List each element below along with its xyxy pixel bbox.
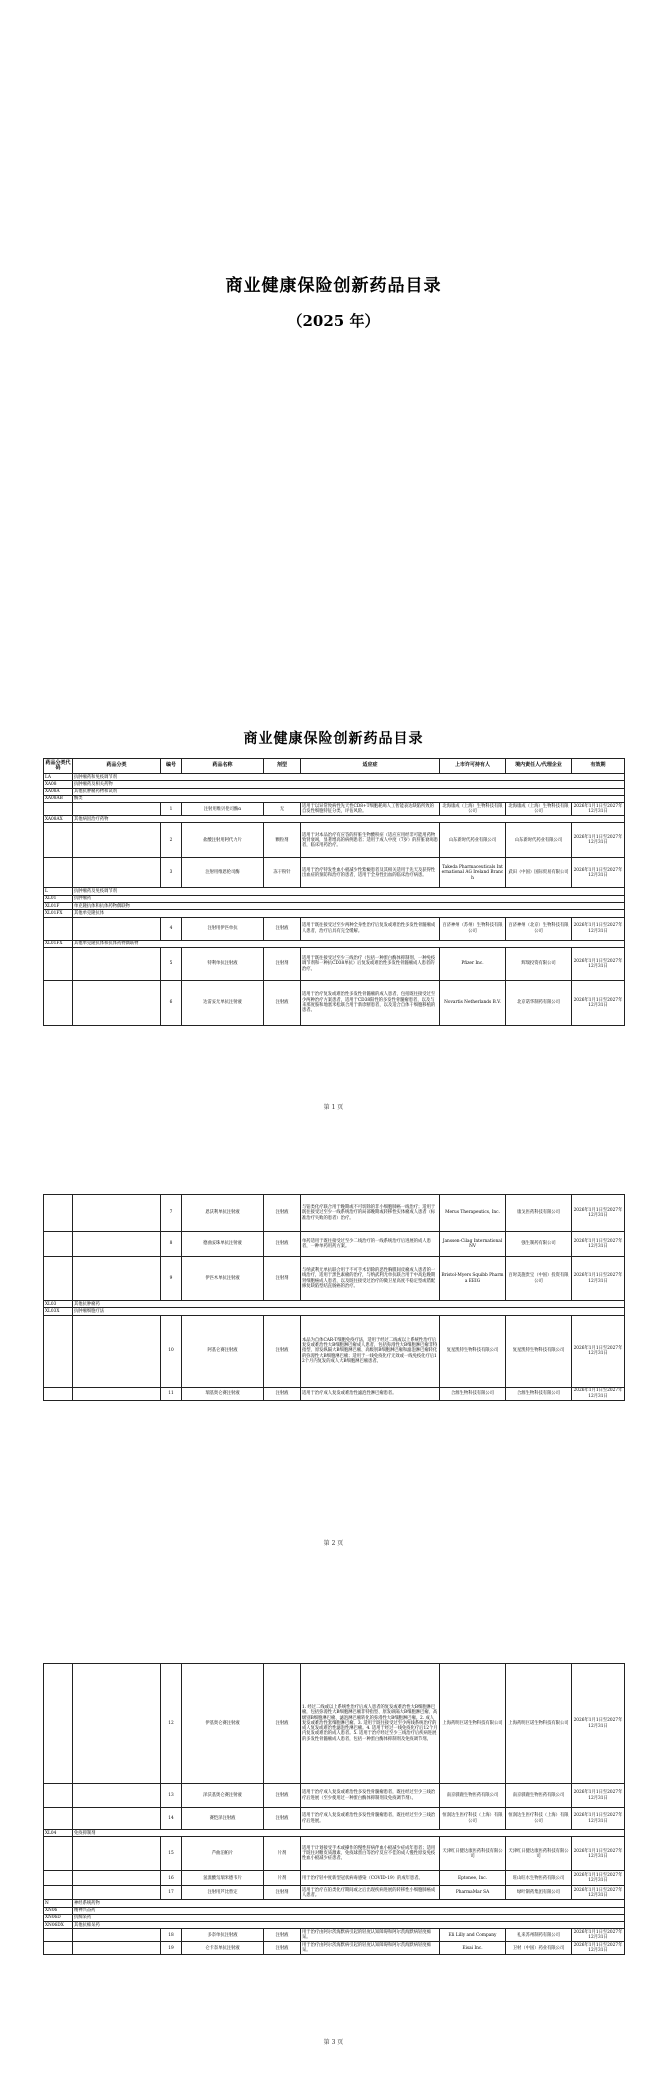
- category-label: 其他抗痴呆药: [73, 1922, 625, 1929]
- table-row: [44, 947, 625, 980]
- dosage-form: 注射液: [264, 1232, 301, 1257]
- table-row: [44, 1837, 625, 1871]
- drug-number: 10: [161, 1315, 182, 1387]
- category-row: [44, 788, 625, 795]
- category-label: 单克隆抗体和抗体药物偶联物: [73, 903, 625, 910]
- page-title: 商业健康保险创新药品目录: [243, 731, 424, 747]
- marketing-holder: Janssen-Cilag International NV: [440, 1232, 506, 1257]
- marketing-holder: Eisai Inc.: [440, 1942, 506, 1955]
- dosage-form: 注射液: [264, 1784, 301, 1808]
- drug-number: 19: [161, 1942, 182, 1955]
- category-row: [44, 1830, 625, 1837]
- category-label: 其他抗肿瘤药: [73, 1301, 625, 1308]
- table-row: [44, 1942, 625, 1955]
- page-footer: 第 2 页: [323, 1540, 344, 1547]
- header-category: 药品分类: [73, 759, 161, 774]
- indication: 与铂类化疗联合用于晚期或不可切除的非小细胞肺癌一线治疗；适用于既往接受过至少一线系统治疗的局部晚期或转移性实体瘤成人患者（标准治疗失败的患者）治疗。: [301, 1195, 440, 1232]
- drug-name: 阿基仑赛注射液: [182, 1315, 264, 1387]
- category-row: [44, 795, 625, 802]
- row-category: [73, 1784, 161, 1808]
- dosage-form: 注射液: [264, 1929, 301, 1942]
- page-footer: 第 1 页: [323, 1104, 344, 1111]
- category-row: [44, 1301, 625, 1308]
- table-row: [44, 1315, 625, 1387]
- row-category: [73, 917, 161, 940]
- dosage-form: 颗粒剂: [264, 823, 301, 858]
- table-row: [44, 980, 625, 1025]
- category-label: 精神兴奋药: [73, 1907, 625, 1914]
- row-code: [44, 947, 73, 980]
- drug-number: 13: [161, 1784, 182, 1808]
- drug-table-page-2: [43, 1194, 625, 1401]
- domestic-agent: 旺山旺水生物医药有限公司: [506, 1871, 572, 1886]
- category-row: [44, 774, 625, 781]
- indication: 适用于既往接受过至少两种全身性治疗后复发或难治性多发性骨髓瘤成人患者，治疗后具有完全缓解。: [301, 917, 440, 940]
- row-category: [73, 1387, 161, 1400]
- marketing-holder: 复星凯特生物科技有限公司: [440, 1315, 506, 1387]
- indication: 用于治疗轻中度新型冠状病毒感染（COVID-19）的成年患者。: [301, 1871, 440, 1886]
- row-category: [73, 1886, 161, 1900]
- category-code: XN06DX: [44, 1922, 73, 1929]
- drug-name: 达雷妥尤单抗注射液: [182, 980, 264, 1025]
- category-code: XL01F: [44, 903, 73, 910]
- row-category: [73, 1232, 161, 1257]
- drug-name: 恩沃利单抗注射液: [182, 1195, 264, 1232]
- domestic-agent: 武田（中国）国际贸易有限公司: [506, 858, 572, 888]
- table-row: [44, 1232, 625, 1257]
- validity-period: 2026年1月1日至2027年12月31日: [572, 1784, 625, 1808]
- indication: 适用于治疗成人复发或难治性滤泡性淋巴瘤患者。: [301, 1387, 440, 1400]
- drug-number: 12: [161, 1664, 182, 1784]
- indication: 用于治疗由阿尔茨海默病引起的轻度认知障碍和阿尔茨海默病轻度痴呆。: [301, 1929, 440, 1942]
- indication: 用于治疗由阿尔茨海默病引起的轻度认知障碍和阿尔茨海默病轻度痴呆。: [301, 1942, 440, 1955]
- indication: 适用于既往接受过至少三线治疗（包括一种蛋白酶体抑制剂、一种免疫调节剂和一种抗CD38单抗）后复发或难治性多发性骨髓瘤成人患者的治疗。: [301, 947, 440, 980]
- indication: 本品为自体CAR-T细胞免疫疗法，适用于经过二线或以上系统性治疗后复发或难治性大B细胞淋巴瘤成人患者，包括弥漫性大B细胞淋巴瘤非特指型、原发纵隔大B细胞淋巴瘤、高级别B细胞淋巴瘤和滤泡淋巴瘤转化的弥漫性大B细胞淋巴瘤；适用于一线免疫化疗无效或一线免疫化疗后12个月内复发的成人大B细胞淋巴瘤患者。: [301, 1315, 440, 1387]
- table-row: [44, 1387, 625, 1400]
- drug-number: 18: [161, 1929, 182, 1942]
- drug-number: 16: [161, 1871, 182, 1886]
- row-code: [44, 803, 73, 816]
- validity-period: 2026年1月1日至2027年12月31日: [572, 1929, 625, 1942]
- drug-number: 5: [161, 947, 182, 980]
- validity-period: 2026年1月1日至2027年12月31日: [572, 917, 625, 940]
- drug-name: 多奈单抗注射液: [182, 1929, 264, 1942]
- indication: 适用于治疗特发性血小板减少性紫癜患者及其相关适用于先天及获得性出血症的预防和治疗的患者，适用于全身性出血的临床治疗病患。: [301, 858, 440, 888]
- row-code: [44, 1387, 73, 1400]
- validity-period: 2026年1月1日至2027年12月31日: [572, 1387, 625, 1400]
- category-code: XL01FX: [44, 910, 73, 917]
- category-code: XL03X: [44, 1308, 73, 1315]
- row-code: [44, 1195, 73, 1232]
- row-category: [73, 1195, 161, 1232]
- drug-name: 注射用维恩伦司酶: [182, 858, 264, 888]
- category-row: [44, 1922, 625, 1929]
- category-row: [44, 1907, 625, 1914]
- row-code: [44, 1929, 73, 1942]
- domestic-agent: 强生制药有限公司: [506, 1232, 572, 1257]
- table-row: [44, 1257, 625, 1301]
- category-label: 抗肿瘤药及相关药物: [73, 781, 625, 788]
- row-code: [44, 1257, 73, 1301]
- marketing-holder: 上海药明巨诺生物科技有限公司: [440, 1664, 506, 1784]
- table-row: [44, 858, 625, 888]
- category-row: [44, 816, 625, 823]
- drug-name: 仑卡奈单抗注射液: [182, 1942, 264, 1955]
- drug-number: 2: [161, 823, 182, 858]
- table-row: [44, 1929, 625, 1942]
- validity-period: 2026年1月1日至2027年12月31日: [572, 1808, 625, 1830]
- category-code: XL04: [44, 1830, 73, 1837]
- validity-period: 2026年1月1日至2027年12月31日: [572, 803, 625, 816]
- indication: 适用于治疗成人复发或难治性多发性骨髓瘤患者，既往经过至少三线治疗后进展（至少使用过一种蛋白酶体抑制剂及免疫调节剂）。: [301, 1784, 440, 1808]
- validity-period: 2026年1月1日至2027年12月31日: [572, 1195, 625, 1232]
- table-row: [44, 803, 625, 816]
- indication: 适用于治疗复发或难治性多发性骨髓瘤的成人患者，包括既往接受过至少两种治疗方案患者，适用于CD38阳性的多发性骨髓瘤患者，以及与来那度胺和地塞米松联合用于新诊断患者，以及适合自体干细胞移植的患者。: [301, 980, 440, 1025]
- row-category: [73, 1871, 161, 1886]
- category-row: [44, 1900, 625, 1907]
- drug-number: 14: [161, 1808, 182, 1830]
- row-code: [44, 1942, 73, 1955]
- category-code: XN06D: [44, 1914, 73, 1921]
- indication: 适用于治疗成人复发或难治性多发性骨髓瘤患者，既往经过至少三线治疗后进展。: [301, 1808, 440, 1830]
- dosage-form: 片剂: [264, 1837, 301, 1871]
- domestic-agent: 百济神州（北京）生物科技有限公司: [506, 917, 572, 940]
- domestic-agent: 山东新时代药业有限公司: [506, 823, 572, 858]
- marketing-holder: Eli Lilly and Company: [440, 1929, 506, 1942]
- marketing-holder: 北海康成（上海）生物科技有限公司: [440, 803, 506, 816]
- drug-name: 赛恺泽注射液: [182, 1808, 264, 1830]
- drug-number: 8: [161, 1232, 182, 1257]
- marketing-holder: 百济神州（苏州）生物科技有限公司: [440, 917, 506, 940]
- drug-name: 伊匹木单抗注射液: [182, 1257, 264, 1301]
- drug-number: 6: [161, 980, 182, 1025]
- category-code: XL03: [44, 1301, 73, 1308]
- drug-name: 特利单抗注射液: [182, 947, 264, 980]
- validity-period: 2026年1月1日至2027年12月31日: [572, 1232, 625, 1257]
- marketing-holder: Bristol-Myers Squibb Pharma EEIG: [440, 1257, 506, 1301]
- validity-period: 2026年1月1日至2027年12月31日: [572, 1315, 625, 1387]
- indication: 1. 经过二线或以上系统性治疗后成人患者的复发或难治性大B细胞淋巴瘤，包括弥漫性大B细胞淋巴瘤非特指型、原发纵隔大B细胞淋巴瘤、高级别B细胞淋巴瘤、滤泡淋巴瘤转化的弥漫性大B细胞淋巴瘤。2. 成人复发或难治性套细胞淋巴瘤。3. 适用于既往接受过至少两线系统治疗的成人复发或难治性滤泡性淋巴瘤。4. 适用于经过一线免疫化疗后12个月内复发或难治的成人患者。5. 适用于治疗经过至少三线治疗后疾病进展的多发性骨髓瘤成人患者，包括一种蛋白酶体抑制剂及免疫调节剂。: [301, 1664, 440, 1784]
- header-form: 剂型: [264, 759, 301, 774]
- marketing-holder: Novartis Netherlands B.V.: [440, 980, 506, 1025]
- marketing-holder: PharmaMar SA: [440, 1886, 506, 1900]
- drug-name: 德曲妥珠单抗注射液: [182, 1232, 264, 1257]
- domestic-agent: 康戈医药科技有限公司: [506, 1195, 572, 1232]
- category-code: XA08AX: [44, 816, 73, 823]
- dosage-form: 注射液: [264, 1808, 301, 1830]
- category-code: XL01FX: [44, 940, 73, 947]
- category-code: L: [44, 888, 73, 895]
- dosage-form: 无: [264, 803, 301, 816]
- category-row: [44, 903, 625, 910]
- drug-name: 氢溴酸氘瑞米德韦片: [182, 1871, 264, 1886]
- drug-name: 注射用芦比替定: [182, 1886, 264, 1900]
- category-row: [44, 1914, 625, 1921]
- drug-number: 7: [161, 1195, 182, 1232]
- domestic-agent: 礼来苏州制药有限公司: [506, 1929, 572, 1942]
- dosage-form: 注射液: [264, 1387, 301, 1400]
- row-category: [73, 1942, 161, 1955]
- row-code: [44, 980, 73, 1025]
- domestic-agent: 绿叶制药集团有限公司: [506, 1886, 572, 1900]
- dosage-form: 注射液: [264, 1942, 301, 1955]
- category-row: [44, 895, 625, 902]
- domestic-agent: 辉瑞投资有限公司: [506, 947, 572, 980]
- drug-name: 注射用伊匹单抗: [182, 917, 264, 940]
- domestic-agent: 天津红日健达康医药科技有限公司: [506, 1837, 572, 1871]
- validity-period: 2026年1月1日至2027年12月31日: [572, 1871, 625, 1886]
- row-code: [44, 1837, 73, 1871]
- category-row: [44, 1308, 625, 1315]
- marketing-holder: Takeda Pharmaceuticals International AG Ireland Branch: [440, 858, 506, 888]
- drug-name: 注射用维贝伦司酶α: [182, 803, 264, 816]
- row-category: [73, 1808, 161, 1830]
- drug-number: 1: [161, 803, 182, 816]
- cover-title: 商业健康保险创新药品目录: [225, 276, 442, 296]
- category-label: 抗肿瘤细胞疗法: [73, 1308, 625, 1315]
- row-category: [73, 1929, 161, 1942]
- category-label: 抗肿瘤药及免疫调节剂: [73, 888, 625, 895]
- drug-number: 3: [161, 858, 182, 888]
- drug-table-page-1: [43, 758, 625, 1026]
- header-no: 编号: [161, 759, 182, 774]
- row-code: [44, 1886, 73, 1900]
- dosage-form: 注射剂: [264, 1257, 301, 1301]
- category-row: [44, 910, 625, 917]
- row-code: [44, 1784, 73, 1808]
- indication: 与纳武利尤单抗联合用于不可手术切除的恶性胸膜间皮瘤成人患者的一线治疗，适用于黑色素瘤的治疗，与纳武利尤单抗联合用于中高危晚期肾细胞癌成人患者，以及既往接受过治疗的微卫星高度不稳定型或错配修复缺陷型结直肠癌的治疗。: [301, 1257, 440, 1301]
- drug-number: 11: [161, 1387, 182, 1400]
- validity-period: 2026年1月1日至2027年12月31日: [572, 1837, 625, 1871]
- category-code: LA: [44, 774, 73, 781]
- table-row: [44, 1871, 625, 1886]
- drug-number: 4: [161, 917, 182, 940]
- row-category: [73, 1257, 161, 1301]
- table-row: [44, 917, 625, 940]
- validity-period: 2026年1月1日至2027年12月31日: [572, 1886, 625, 1900]
- domestic-agent: 北京诺华制药有限公司: [506, 980, 572, 1025]
- dosage-form: 注射剂: [264, 1886, 301, 1900]
- table-row: [44, 1808, 625, 1830]
- validity-period: 2026年1月1日至2027年12月31日: [572, 1664, 625, 1784]
- category-label: 抗痴呆药: [73, 1914, 625, 1921]
- marketing-holder: Eptonee, Inc.: [440, 1871, 506, 1886]
- row-category: [73, 823, 161, 858]
- domestic-agent: 南京驯鹿生物医药有限公司: [506, 1784, 572, 1808]
- category-code: N: [44, 1900, 73, 1907]
- category-label: 其他单克隆抗体: [73, 910, 625, 917]
- validity-period: 2026年1月1日至2027年12月31日: [572, 947, 625, 980]
- row-code: [44, 1808, 73, 1830]
- category-label: 免疫抑制剂: [73, 1830, 625, 1837]
- header-name: 药品名称: [182, 759, 264, 774]
- drug-name: 伊基奥仑赛注射液: [182, 1664, 264, 1784]
- category-row: [44, 781, 625, 788]
- drug-name: 泽沃基奥仑赛注射液: [182, 1784, 264, 1808]
- row-code: [44, 917, 73, 940]
- table-row: [44, 1195, 625, 1232]
- row-code: [44, 823, 73, 858]
- header-agent: 境内责任人/代理企业: [506, 759, 572, 774]
- domestic-agent: 卫材（中国）药业有限公司: [506, 1942, 572, 1955]
- category-code: XA08: [44, 781, 73, 788]
- indication: 适用于以异常致病性先天性CD8+T细胞耗竭人工智能表达缺陷所致的自发性细胞特征分类，评估风险。: [301, 803, 440, 816]
- marketing-holder: 天津红日健达康医药科技有限公司: [440, 1837, 506, 1871]
- table-row: [44, 823, 625, 858]
- category-row: [44, 940, 625, 947]
- category-code: XA08A: [44, 788, 73, 795]
- marketing-holder: 山东新时代药业有限公司: [440, 823, 506, 858]
- category-label: 神经系统药物: [73, 1900, 625, 1907]
- indication: 单药适用于既往接受过至少二线治疗的一线系统治疗后进展的成人患者，一种单药用药方案。: [301, 1232, 440, 1257]
- marketing-holder: Pfizer Inc.: [440, 947, 506, 980]
- dosage-form: 注射液: [264, 1315, 301, 1387]
- category-code: XA08AB: [44, 795, 73, 802]
- row-code: [44, 858, 73, 888]
- domestic-agent: 恒润达生医疗科技（上海）有限公司: [506, 1808, 572, 1830]
- category-label: 其他抗肿瘤药物和试剂: [73, 788, 625, 795]
- validity-period: 2026年1月1日至2027年12月31日: [572, 980, 625, 1025]
- domestic-agent: 上海药明巨诺生物科技有限公司: [506, 1664, 572, 1784]
- row-category: [73, 858, 161, 888]
- drug-name: 芦曲泊帕片: [182, 1837, 264, 1871]
- marketing-holder: 南京驯鹿生物医药有限公司: [440, 1784, 506, 1808]
- domestic-agent: 北海康成（上海）生物科技有限公司: [506, 803, 572, 816]
- category-row: [44, 888, 625, 895]
- validity-period: 2026年1月1日至2027年12月31日: [572, 858, 625, 888]
- page-footer: 第 3 页: [323, 2039, 344, 2046]
- domestic-agent: 百时美施贵宝（中国）投资有限公司: [506, 1257, 572, 1301]
- domestic-agent: 复星凯特生物科技有限公司: [506, 1315, 572, 1387]
- header-code: 药品分类代码: [44, 759, 73, 774]
- row-category: [73, 947, 161, 980]
- header-holder: 上市许可持有人: [440, 759, 506, 774]
- marketing-holder: 恒润达生医疗科技（上海）有限公司: [440, 1808, 506, 1830]
- validity-period: 2026年1月1日至2027年12月31日: [572, 1257, 625, 1301]
- dosage-form: 片剂: [264, 1871, 301, 1886]
- row-category: [73, 1837, 161, 1871]
- cover-subtitle: （2025 年）: [287, 312, 380, 330]
- dosage-form: 注射剂: [264, 947, 301, 980]
- row-category: [73, 980, 161, 1025]
- dosage-form: 注射液: [264, 917, 301, 940]
- row-code: [44, 1664, 73, 1784]
- drug-number: 9: [161, 1257, 182, 1301]
- dosage-form: 冻干粉针: [264, 858, 301, 888]
- dosage-form: 注射液: [264, 1664, 301, 1784]
- category-label: 其他单克隆抗体和抗体药物偶联物: [73, 940, 625, 947]
- domestic-agent: 合源生物科技有限公司: [506, 1387, 572, 1400]
- row-code: [44, 1232, 73, 1257]
- category-code: XL01: [44, 895, 73, 902]
- validity-period: 2026年1月1日至2027年12月31日: [572, 823, 625, 858]
- validity-period: 2026年1月1日至2027年12月31日: [572, 1942, 625, 1955]
- row-code: [44, 1315, 73, 1387]
- drug-table-page-3: [43, 1663, 625, 1955]
- marketing-holder: 合源生物科技有限公司: [440, 1387, 506, 1400]
- row-category: [73, 1664, 161, 1784]
- category-label: 抗肿瘤药和免疫调节剂: [73, 774, 625, 781]
- category-code: XN06: [44, 1907, 73, 1914]
- header-period: 有效期: [572, 759, 625, 774]
- category-label: 酶类: [73, 795, 625, 802]
- indication: 适用于治疗在铂类化疗期间或之后出现疾病进展的转移性小细胞肺癌成人患者。: [301, 1886, 440, 1900]
- row-code: [44, 1871, 73, 1886]
- drug-name: 盐酸注射用阿代力片: [182, 823, 264, 858]
- table-row: [44, 1664, 625, 1784]
- drug-name: 瑞基奥仑赛注射液: [182, 1387, 264, 1400]
- header-indication: 适应症: [301, 759, 440, 774]
- category-label: 抗肿瘤药: [73, 895, 625, 902]
- dosage-form: 注射液: [264, 980, 301, 1025]
- drug-number: 15: [161, 1837, 182, 1871]
- indication: 适用于对本品治疗有应答的肝脏生物酸积症（适应应用经非可能用药物致肾衰竭，显著增高的病例患者；适用于成人中度（7岁）的肝脏衰竭患者，临床用药治疗。: [301, 823, 440, 858]
- dosage-form: 注射液: [264, 1195, 301, 1232]
- drug-number: 17: [161, 1886, 182, 1900]
- category-label: 其他病因治疗药物: [73, 816, 625, 823]
- indication: 适用于计划接受手术或操作的慢性肝病伴血小板减少症成年患者；适用于既往对糖皮质激素、免疫球蛋白等治疗反应不佳的成人慢性原发免疫性血小板减少症患者。: [301, 1837, 440, 1871]
- row-category: [73, 803, 161, 816]
- table-row: [44, 1784, 625, 1808]
- row-category: [73, 1315, 161, 1387]
- table-row: [44, 1886, 625, 1900]
- marketing-holder: Merus Therapeutics, Inc.: [440, 1195, 506, 1232]
